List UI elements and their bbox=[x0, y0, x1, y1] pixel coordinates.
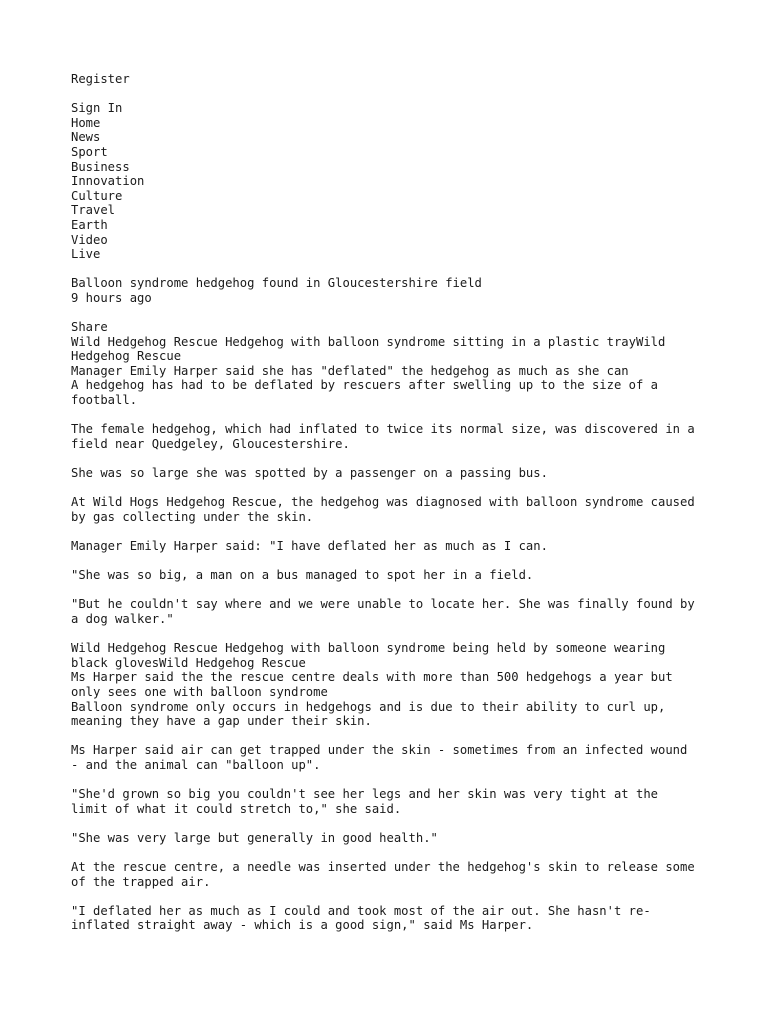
article-paragraph: "I deflated her as much as I could and took most of the air out. She hasn't re-inflated straight away - which is a good sign," said Ms Harper. bbox=[71, 903, 651, 933]
sign-in-link[interactable]: Sign In bbox=[71, 101, 123, 116]
main-nav bbox=[71, 116, 697, 262]
nav-item-innovation[interactable]: Innovation bbox=[71, 174, 145, 189]
nav-item-business[interactable]: Business bbox=[71, 159, 130, 174]
image-alt-caption: Wild Hedgehog Rescue Hedgehog with balloon syndrome being held by someone wearing black glovesWild Hedgehog Rescue bbox=[71, 641, 673, 670]
nav-item-travel[interactable]: Travel bbox=[71, 203, 116, 218]
article-lead: A hedgehog has had to be deflated by rescuers after swelling up to the size of a football. bbox=[71, 378, 666, 408]
article-timestamp: 9 hours ago bbox=[71, 290, 152, 305]
article-paragraph: "She was so big, a man on a bus managed to spot her in a field. bbox=[71, 568, 534, 583]
nav-item-earth[interactable]: Earth bbox=[71, 217, 108, 232]
article-paragraph: Ms Harper said air can get trapped under the skin - sometimes from an infected wound - and the animal can "balloon up". bbox=[71, 743, 695, 772]
article-paragraph: Manager Emily Harper said: "I have deflated her as much as I can. bbox=[71, 539, 548, 553]
nav-item-news[interactable]: News bbox=[71, 130, 101, 145]
image-caption: Manager Emily Harper said she has "deflated" the hedgehog as much as she can bbox=[71, 363, 629, 378]
nav-item-home[interactable]: Home bbox=[71, 115, 101, 130]
article-paragraph: At the rescue centre, a needle was inserted under the hedgehog's skin to release some of the trapped air. bbox=[71, 860, 703, 889]
spacer bbox=[71, 262, 697, 277]
article-paragraph: "She was very large but generally in good health." bbox=[71, 830, 438, 845]
article-paragraph: She was so large she was spotted by a passenger on a passing bus. bbox=[71, 466, 548, 481]
spacer bbox=[71, 87, 697, 102]
article-paragraph: "But he couldn't say where and we were unable to locate her. She was finally found by a dog walker." bbox=[71, 597, 703, 626]
nav-item-live[interactable]: Live bbox=[71, 247, 101, 262]
image-block-2 bbox=[71, 641, 697, 699]
image-caption: Ms Harper said the the rescue centre deals with more than 500 hedgehogs a year but only sees one with balloon syndrome bbox=[71, 670, 681, 699]
image-block-1 bbox=[71, 335, 697, 379]
article-paragraph: At Wild Hogs Hedgehog Rescue, the hedgehog was diagnosed with balloon syndrome caused by gas collecting under the skin. bbox=[71, 495, 703, 524]
register-link[interactable]: Register bbox=[71, 72, 130, 86]
article-title: Balloon syndrome hedgehog found in Gloucestershire field bbox=[71, 276, 482, 291]
spacer bbox=[71, 306, 697, 321]
article-paragraph: "She'd grown so big you couldn't see her legs and her skin was very tight at the limit of what it could stretch to," she said. bbox=[71, 787, 666, 816]
article bbox=[71, 276, 703, 933]
article-paragraph: Balloon syndrome only occurs in hedgehogs and is due to their ability to curl up, meaning they have a gap under their skin. bbox=[71, 699, 673, 729]
share-button[interactable]: Share bbox=[71, 320, 108, 335]
article-paragraph: The female hedgehog, which had inflated to twice its normal size, was discovered in a field near Quedgeley, Gloucestershire. bbox=[71, 422, 703, 451]
image-alt-caption: Wild Hedgehog Rescue Hedgehog with balloon syndrome sitting in a plastic trayWild Hedgehog Rescue bbox=[71, 334, 673, 364]
nav-item-sport[interactable]: Sport bbox=[71, 144, 108, 159]
nav-item-culture[interactable]: Culture bbox=[71, 188, 123, 203]
nav-item-video[interactable]: Video bbox=[71, 232, 108, 247]
